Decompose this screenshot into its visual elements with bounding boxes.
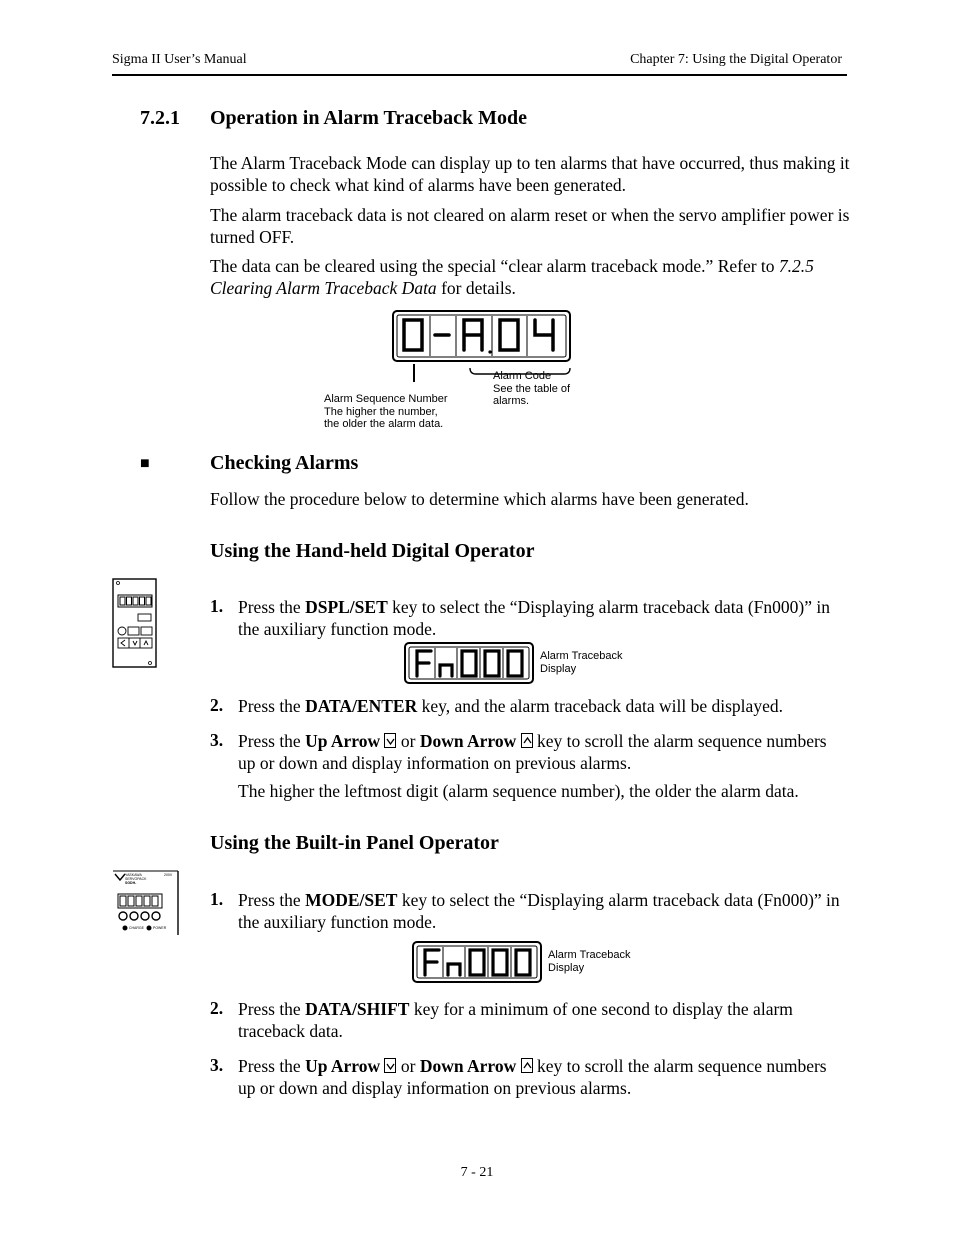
down-arrow-key-icon — [521, 733, 533, 748]
panel-step-3: Press the Up Arrow or Down Arrow key to scroll the alarm sequence numbers up or down and display information on previous alarms. — [238, 1056, 827, 1098]
intro-paragraph-2: The alarm traceback data is not cleared on alarm reset or when the servo amplifier power is turned OFF. — [210, 205, 850, 247]
handheld-step-3: Press the Up Arrow or Down Arrow key to scroll the alarm sequence numbers up or down and display information on previous alarms. — [238, 731, 827, 773]
handheld-display-label: Alarm Traceback Display — [540, 650, 623, 675]
checking-alarms-title: Checking Alarms — [210, 452, 359, 474]
panel-operator-icon — [112, 870, 180, 936]
running-header-left: Sigma II User’s Manual — [112, 52, 247, 67]
panel-step-1: Press the MODE/SET key to select the “Displaying alarm traceback data (Fn000)” in the auxiliary function mode. — [238, 890, 840, 932]
handheld-step-3-number: 3. — [210, 730, 224, 750]
panel-step-3-number: 3. — [210, 1055, 224, 1075]
panel-icon-charge: CHARGE — [129, 926, 144, 930]
panel-title: Using the Built-in Panel Operator — [210, 832, 499, 854]
panel-display-label: Alarm Traceback Display — [548, 949, 631, 974]
up-arrow-key-icon — [384, 1058, 396, 1073]
intro-paragraph-1: The Alarm Traceback Mode can display up to ten alarms that have occurred, thus making it possible to check what kind of alarms have been generated. — [210, 153, 850, 195]
panel-step-1-number: 1. — [210, 889, 224, 909]
sequence-pointer — [410, 364, 418, 382]
section-number: 7.2.1 — [140, 107, 180, 129]
panel-fn000-display — [412, 941, 542, 983]
bullet-square-icon: ■ — [140, 455, 150, 472]
alarm-code-label: Alarm Code See the table of alarms. — [493, 370, 571, 407]
handheld-title: Using the Hand-held Digital Operator — [210, 540, 535, 562]
header-rule — [112, 74, 847, 76]
alarm-display-diagram — [392, 310, 572, 362]
panel-step-2-number: 2. — [210, 998, 224, 1018]
handheld-fn000-display — [404, 642, 534, 684]
handheld-step-1-number: 1. — [210, 596, 224, 616]
handheld-step-1: Press the DSPL/SET key to select the “Displaying alarm traceback data (Fn000)” in the auxiliary function mode. — [238, 597, 830, 639]
panel-step-2: Press the DATA/SHIFT key for a minimum of one second to display the alarm traceback data. — [238, 999, 793, 1041]
cross-reference-link: 7.2.5 Clearing Alarm Traceback Data — [210, 256, 814, 298]
up-arrow-key-icon — [384, 733, 396, 748]
handheld-step-2: Press the DATA/ENTER key, and the alarm traceback data will be displayed. — [238, 696, 783, 716]
section-title: Operation in Alarm Traceback Mode — [210, 107, 528, 129]
running-header-right: Chapter 7: Using the Digital Operator — [630, 52, 842, 67]
panel-icon-power: POWER — [153, 926, 167, 930]
page-number: 7 - 21 — [460, 1165, 494, 1180]
checking-alarms-intro: Follow the procedure below to determine which alarms have been generated. — [210, 489, 749, 509]
down-arrow-key-icon — [521, 1058, 533, 1073]
alarm-sequence-label: Alarm Sequence Number The higher the number, the older the alarm data. — [324, 393, 448, 430]
intro-paragraph-3: The data can be cleared using the special “clear alarm traceback mode.” Refer to 7.2.5 Clearing Alarm Traceback Data for details. — [210, 256, 814, 298]
handheld-note: The higher the leftmost digit (alarm sequence number), the older the alarm data. — [238, 781, 799, 801]
panel-icon-brand: YASKAWA SERVOPACK SGDH- — [125, 873, 147, 885]
handheld-operator-icon — [112, 578, 158, 670]
handheld-step-2-number: 2. — [210, 695, 224, 715]
panel-icon-voltage: 200V — [164, 873, 173, 877]
